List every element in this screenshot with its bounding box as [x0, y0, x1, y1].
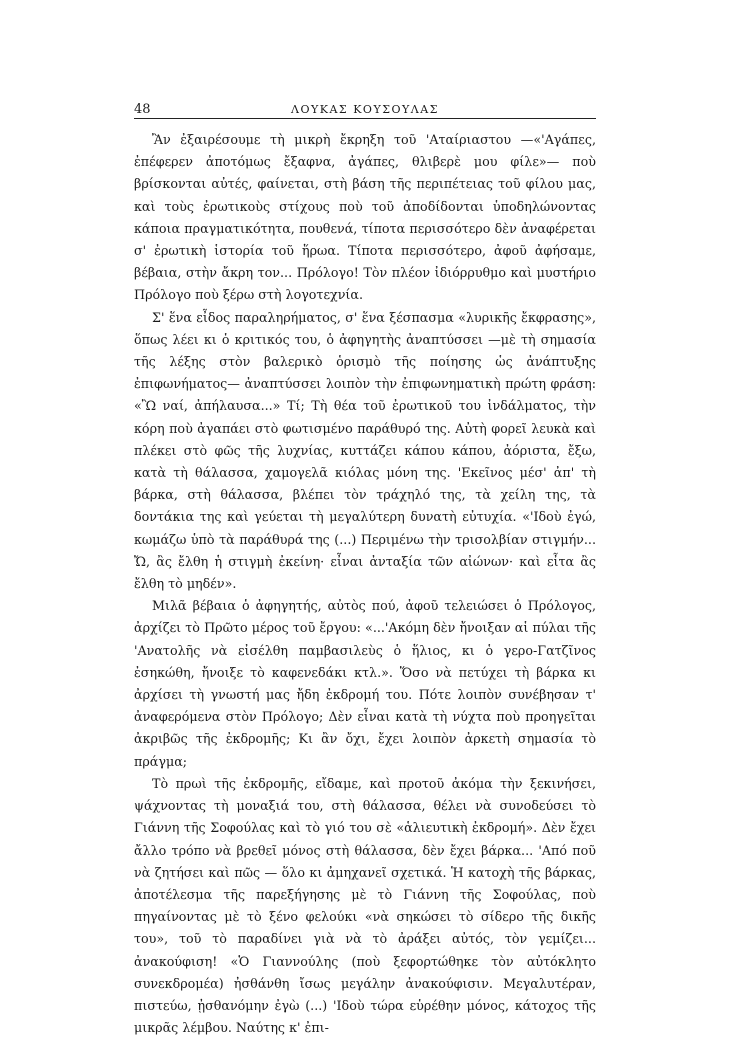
body-text	[134, 129, 596, 1039]
page-number: 48	[134, 102, 151, 117]
paragraph: Τὸ πρωὶ τῆς ἐκδρομῆς, εἴδαμε, καὶ προτοῦ ἀκόμα τὴν ξεκινήσει, ψάχνοντας τὴ μοναξιά του, στὴ θάλασσα, θέλει νὰ συνοδεύσει τὸ Γιάννη τῆς Σοφούλας καὶ τὸ γιό του σὲ «ἁλιευτικὴ ἐκδρομή». Δὲν ἔχει ἄλλο τρόπο νὰ βρεθεῖ μόνος στὴ θάλασσα, δὲν ἔχει βάρκα... 'Από ποῦ νὰ ζητήσει καὶ πῶς — ὅλο κι ἀμηχανεῖ σχετικά. Ἡ κατοχὴ τῆς βάρκας, ἀποτέλεσμα τῆς παρεξήγησης μὲ τὸ Γιάννη τῆς Σοφούλας, ποὺ πηγαίνοντας μὲ τὸ ξένο φελούκι «νὰ σηκώσει τὸ σίδερο τῆς δικῆς του», τοῦ τὸ παραδίνει γιὰ νὰ τὸ ἀράξει αὐτός, τὸν γεμίζει... ἀνακούφιση! «Ὁ Γιαννούλης (ποὺ ξεφορτώθηκε τὸν αὐτόκλητο συνεκδρομέα) ἠσθάνθη ἴσως μεγάλην ἀνακούφισιν. Μεγαλυτέραν, πιστεύω, ᾐσθανόμην ἐγὼ (...) 'Ιδοὺ τώρα εὑρέθην μόνος, κάτοχος τῆς μικρᾶς λέμβου. Ναύτης κ' ἐπι-	[134, 775, 596, 1036]
paragraph: Μιλᾶ βέβαια ὁ ἀφηγητής, αὐτὸς πού, ἀφοῦ τελειώσει ὁ Πρόλογος, ἀρχίζει τὸ Πρῶτο μέρος τοῦ ἔργου: «...'Ακόμη δὲν ἤνοιξαν αἱ πύλαι τῆς 'Ανατολῆς νὰ εἰσέλθη παμβασιλεὺς ὁ ἥλιος, κι ὁ γερο-Γατζῖνος ἐσηκώθη, ἤνοιξε τὸ καφενεδάκι κτλ.». Ὅσο νὰ πετύχει τὴ βάρκα κι ἀρχίσει τὴ γνωστή μας ἤδη ἐκδρομή του. Πότε λοιπὸν συνέβησαν τ' ἀναφερόμενα στὸν Πρόλογο; Δὲν εἶναι κατὰ τὴ νύχτα ποὺ προηγεῖται ἀκριβῶς τῆς ἐκδρομῆς; Κι ἂν ὄχι, ἔχει λοιπὸν ἀρκετὴ σημασία τὸ πράγμα;	[134, 598, 596, 769]
paragraph: Σ' ἕνα εἶδος παραληρήματος, σ' ἕνα ξέσπασμα «λυρικῆς ἔκφρασης», ὅπως λέει κι ὁ κριτικός του, ὁ ἀφηγητὴς ἀναπτύσσει —μὲ τὴ σημασία τῆς λέξης στὸν βαλερικὸ ὁρισμὸ τῆς ποίησης ὡς ἀνάπτυξης ἐπιφωνήματος— ἀναπτύσσει λοιπὸν τὴν ἐπιφωνηματικὴ πρώτη φράση: «Ὢ ναί, ἀπήλαυσα...» Τί; Τὴ θέα τοῦ ἐρωτικοῦ του ἰνδάλματος, τὴν κόρη ποὺ ἀγαπάει στὸ φωτισμένο παράθυρό της. Αὐτὴ φορεῖ λευκὰ καὶ πλέκει στὸ φῶς τῆς λυχνίας, κυττάζει κάπου κάπου, ἀόριστα, ἔξω, κατὰ τὴ θάλασσα, χαμογελᾶ κιόλας μόνη της. 'Εκεῖνος μέσ' ἀπ' τὴ βάρκα, στὴ θάλασσα, βλέπει τὸν τράχηλό της, τὰ χείλη της, τὰ δοντάκια της καὶ γεύεται τὴ μεγαλύτερη δυνατὴ εὐτυχία. «'Ιδοὺ ἐγώ, κωμάζω ὑπὸ τὰ παράθυρά της (...) Περιμένω τὴν τρισολβίαν στιγμήν... Ὤ, ἂς ἔλθη ἡ στιγμὴ ἐκείνη· εἶναι ἀνταξία τῶν αἰώνων· καὶ εἶτα ἂς ἔλθη τὸ μηδέν».	[134, 309, 596, 592]
page-header	[134, 96, 596, 119]
book-page	[134, 96, 596, 1039]
running-head: ΛΟΥΚΑΣ ΚΟΥΣΟΥΛΑΣ	[291, 103, 439, 116]
paragraph: Ἂν ἐξαιρέσουμε τὴ μικρὴ ἔκρηξη τοῦ 'Αταίριαστου —«'Αγάπες, ἐπέφερεν ἀποτόμως ἔξαφνα, ἀγάπες, θλιβερὲ μου φίλε»— ποὺ βρίσκονται αὐτές, φαίνεται, στὴ βάση τῆς περιπέτειας τοῦ φίλου μας, καὶ τοὺς ἐρωτικοὺς στίχους ποὺ τοῦ ἀποδίδονται ὑποδηλώνοντας κάποια πραγματικότητα, πουθενά, τίποτα περισσότερο δὲν ἀναφέρεται σ' ἐρωτικὴ ἱστορία τοῦ ἥρωα. Τίποτα περισσότερο, ἀφοῦ ἀφήσαμε, βέβαια, στὴν ἄκρη τον... Πρόλογο! Τὸν πλέον ἰδιόρρυθμο καὶ μυστήριο Πρόλογο ποὺ ξέρω στὴ λογοτεχνία.	[134, 132, 596, 303]
